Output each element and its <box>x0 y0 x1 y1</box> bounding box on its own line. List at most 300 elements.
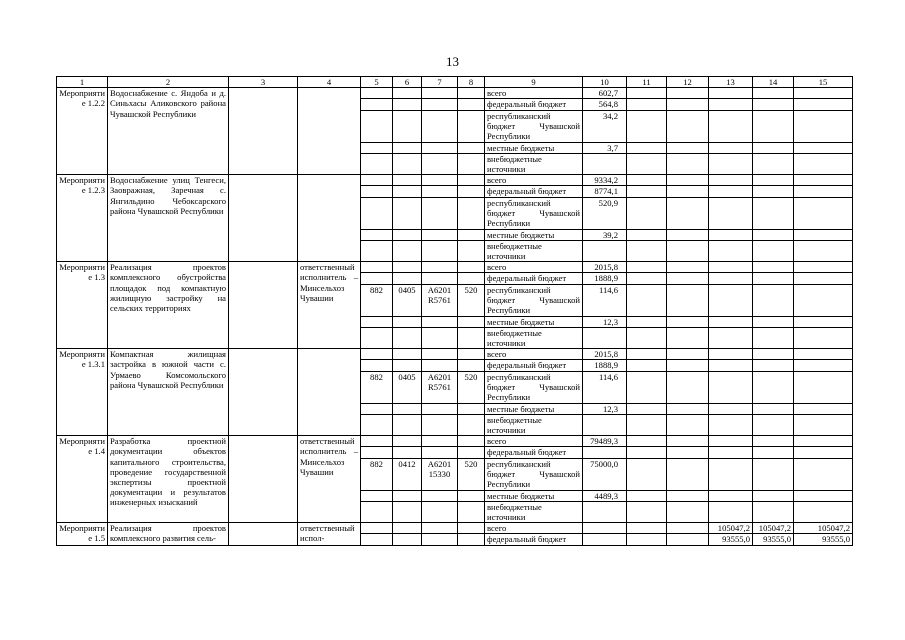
funding-source: республиканский бюджет Чувашской Республики <box>485 284 583 316</box>
budget-code-c8 <box>458 142 485 153</box>
column-number: 11 <box>627 77 667 88</box>
budget-code-c8 <box>458 110 485 142</box>
budget-code-c7 <box>422 197 458 229</box>
budget-code-c8 <box>458 229 485 240</box>
funding-source: федеральный бюджет <box>485 186 583 197</box>
amount-col13 <box>709 229 753 240</box>
budget-code-c5 <box>361 175 393 186</box>
amount-col13 <box>709 316 753 327</box>
budget-code-c8 <box>458 414 485 435</box>
budget-code-c5 <box>361 99 393 110</box>
amount-col13 <box>709 142 753 153</box>
budget-code-c6 <box>393 197 422 229</box>
funding-source: республиканский бюджет Чувашской Республики <box>485 371 583 403</box>
budget-code-c5 <box>361 240 393 261</box>
amount-col12 <box>667 403 709 414</box>
amount-col10: 39,2 <box>583 229 627 240</box>
activity-code: Мероприятие 1.3 <box>57 262 108 349</box>
amount-col15 <box>794 273 853 284</box>
budget-code-c7 <box>422 436 458 447</box>
amount-col13 <box>709 360 753 371</box>
activity-name: Реализация проектов комплексного развития сель- <box>108 523 229 545</box>
cell-col3 <box>229 262 298 349</box>
budget-code-c8: 520 <box>458 458 485 490</box>
amount-col11 <box>627 523 667 534</box>
budget-code-c8 <box>458 349 485 360</box>
budget-code-c8 <box>458 403 485 414</box>
budget-code-c5 <box>361 153 393 174</box>
budget-code-c5 <box>361 186 393 197</box>
amount-col13 <box>709 327 753 348</box>
amount-col10 <box>583 414 627 435</box>
amount-col13: 93555,0 <box>709 534 753 545</box>
amount-col10: 1888,9 <box>583 360 627 371</box>
activity-name: Водоснабжение улиц Тенгеси, Заовражная, Заречная с. Янгильдино Чебоксарского района Чувашской Республики <box>108 175 229 262</box>
budget-code-c8 <box>458 490 485 501</box>
amount-col14 <box>753 99 794 110</box>
amount-col12 <box>667 284 709 316</box>
budget-code-c6: 0405 <box>393 371 422 403</box>
amount-col15 <box>794 327 853 348</box>
budget-code-c5 <box>361 414 393 435</box>
amount-col12 <box>667 360 709 371</box>
amount-col10: 2015,8 <box>583 262 627 273</box>
column-number: 13 <box>709 77 753 88</box>
amount-col11 <box>627 501 667 522</box>
budget-code-c5 <box>361 88 393 99</box>
funding-source: внебюджетные источники <box>485 240 583 261</box>
amount-col14 <box>753 360 794 371</box>
amount-col15 <box>794 360 853 371</box>
table-row <box>57 262 853 273</box>
budget-code-c8 <box>458 327 485 348</box>
amount-col10 <box>583 501 627 522</box>
amount-col10: 114,6 <box>583 284 627 316</box>
amount-col10: 114,6 <box>583 371 627 403</box>
amount-col12 <box>667 490 709 501</box>
amount-col11 <box>627 284 667 316</box>
amount-col12 <box>667 153 709 174</box>
amount-col13 <box>709 273 753 284</box>
budget-code-cell <box>393 534 422 545</box>
amount-col12 <box>667 436 709 447</box>
budget-code-c7 <box>422 229 458 240</box>
table-row <box>57 88 853 99</box>
budget-code-c6 <box>393 447 422 458</box>
amount-col14: 105047,2 <box>753 523 794 534</box>
budget-code-cell <box>422 534 458 545</box>
budget-code-c8 <box>458 262 485 273</box>
amount-col14 <box>753 175 794 186</box>
funding-source: федеральный бюджет <box>485 273 583 284</box>
funding-source: внебюджетные источники <box>485 153 583 174</box>
budget-code-c5 <box>361 436 393 447</box>
amount-col11 <box>627 229 667 240</box>
budget-code-c7 <box>422 403 458 414</box>
table-body <box>57 77 853 546</box>
amount-col13 <box>709 110 753 142</box>
amount-col10 <box>583 523 627 534</box>
budget-code-c8 <box>458 447 485 458</box>
budget-code-c5 <box>361 110 393 142</box>
amount-col11 <box>627 447 667 458</box>
column-number: 9 <box>485 77 583 88</box>
amount-col15: 105047,2 <box>794 523 853 534</box>
amount-col15 <box>794 142 853 153</box>
budget-code-c6: 0405 <box>393 284 422 316</box>
amount-col11 <box>627 458 667 490</box>
amount-col10 <box>583 534 627 545</box>
amount-col13 <box>709 88 753 99</box>
budget-code-c8 <box>458 197 485 229</box>
amount-col15 <box>794 403 853 414</box>
amount-col11 <box>627 403 667 414</box>
budget-code-c7 <box>422 501 458 522</box>
amount-col15 <box>794 262 853 273</box>
budget-code-c7 <box>422 88 458 99</box>
amount-col12 <box>667 414 709 435</box>
amount-col13 <box>709 153 753 174</box>
table-row <box>57 175 853 186</box>
column-number: 8 <box>458 77 485 88</box>
cell-col3 <box>229 88 298 175</box>
amount-col15 <box>794 110 853 142</box>
amount-col15 <box>794 414 853 435</box>
amount-col10: 75000,0 <box>583 458 627 490</box>
funding-source: местные бюджеты <box>485 316 583 327</box>
budget-code-c7 <box>422 175 458 186</box>
amount-col14 <box>753 142 794 153</box>
responsible-executor <box>298 349 361 436</box>
budget-code-c7: A6201 R5761 <box>422 371 458 403</box>
amount-col13 <box>709 403 753 414</box>
amount-col15 <box>794 186 853 197</box>
amount-col12 <box>667 262 709 273</box>
budget-code-c5 <box>361 501 393 522</box>
amount-col10: 8774,1 <box>583 186 627 197</box>
budget-code-c7: A6201 R5761 <box>422 284 458 316</box>
amount-col13 <box>709 458 753 490</box>
amount-col14 <box>753 316 794 327</box>
budget-code-cell <box>422 523 458 534</box>
amount-col14 <box>753 490 794 501</box>
amount-col13 <box>709 284 753 316</box>
budget-code-c8 <box>458 316 485 327</box>
amount-col15 <box>794 436 853 447</box>
budget-code-c6 <box>393 316 422 327</box>
column-number: 12 <box>667 77 709 88</box>
budget-code-c6 <box>393 88 422 99</box>
amount-col12 <box>667 88 709 99</box>
amount-col12 <box>667 458 709 490</box>
budget-code-c6 <box>393 186 422 197</box>
amount-col15 <box>794 197 853 229</box>
amount-col14: 93555,0 <box>753 534 794 545</box>
budget-code-c5 <box>361 316 393 327</box>
amount-col12 <box>667 197 709 229</box>
amount-col13 <box>709 436 753 447</box>
column-number: 6 <box>393 77 422 88</box>
budget-code-c6 <box>393 414 422 435</box>
amount-col11 <box>627 414 667 435</box>
table-row <box>57 436 853 447</box>
amount-col10 <box>583 447 627 458</box>
budget-code-c6 <box>393 349 422 360</box>
amount-col11 <box>627 534 667 545</box>
funding-source: внебюджетные источники <box>485 414 583 435</box>
amount-col14 <box>753 327 794 348</box>
amount-col12 <box>667 534 709 545</box>
amount-col14 <box>753 436 794 447</box>
amount-col10: 602,7 <box>583 88 627 99</box>
funding-source: федеральный бюджет <box>485 534 583 545</box>
amount-col12 <box>667 175 709 186</box>
budget-code-cell <box>361 523 393 534</box>
budget-code-cell <box>361 534 393 545</box>
funding-source: местные бюджеты <box>485 142 583 153</box>
budget-code-c7 <box>422 316 458 327</box>
budget-code-c6 <box>393 99 422 110</box>
amount-col10: 79489,3 <box>583 436 627 447</box>
cell-col3 <box>229 175 298 262</box>
amount-col10 <box>583 153 627 174</box>
amount-col15 <box>794 349 853 360</box>
amount-col15 <box>794 240 853 261</box>
budget-code-c8 <box>458 273 485 284</box>
activity-code: Мероприятие 1.5 <box>57 523 108 545</box>
responsible-executor <box>298 175 361 262</box>
column-number: 10 <box>583 77 627 88</box>
budget-code-c5 <box>361 349 393 360</box>
budget-code-c6 <box>393 436 422 447</box>
budget-code-c6 <box>393 490 422 501</box>
budget-code-c7 <box>422 327 458 348</box>
amount-col10: 2015,8 <box>583 349 627 360</box>
amount-col11 <box>627 327 667 348</box>
budget-code-c5 <box>361 403 393 414</box>
amount-col13 <box>709 490 753 501</box>
amount-col14 <box>753 447 794 458</box>
amount-col12 <box>667 327 709 348</box>
amount-col15 <box>794 490 853 501</box>
funding-source: всего <box>485 523 583 534</box>
table-row <box>57 349 853 360</box>
amount-col11 <box>627 371 667 403</box>
responsible-executor: ответственный исполнитель – Минсельхоз Чувашии <box>298 436 361 523</box>
funding-source: республиканский бюджет Чувашской Республики <box>485 197 583 229</box>
amount-col12 <box>667 99 709 110</box>
amount-col10: 564,8 <box>583 99 627 110</box>
amount-col11 <box>627 262 667 273</box>
amount-col13 <box>709 197 753 229</box>
cell-col3 <box>229 349 298 436</box>
funding-source: всего <box>485 175 583 186</box>
amount-col12 <box>667 240 709 261</box>
activity-name: Разработка проектной документации объектов капитального строительства, проведение государственной экспертизы проектной документации и результатов инженерных изысканий <box>108 436 229 523</box>
amount-col10: 9334,2 <box>583 175 627 186</box>
responsible-executor: ответственный испол- <box>298 523 361 545</box>
page-number: 13 <box>446 54 459 69</box>
column-number-row <box>57 77 853 88</box>
budget-code-c7 <box>422 99 458 110</box>
amount-col12 <box>667 349 709 360</box>
amount-col14 <box>753 501 794 522</box>
budget-code-c8 <box>458 436 485 447</box>
funding-source: всего <box>485 349 583 360</box>
amount-col10 <box>583 240 627 261</box>
funding-source: всего <box>485 436 583 447</box>
amount-col14 <box>753 414 794 435</box>
budget-code-c6 <box>393 327 422 348</box>
budget-code-c7 <box>422 262 458 273</box>
amount-col11 <box>627 240 667 261</box>
amount-col12 <box>667 371 709 403</box>
amount-col15 <box>794 229 853 240</box>
amount-col13 <box>709 371 753 403</box>
budget-code-c6 <box>393 175 422 186</box>
funding-source: федеральный бюджет <box>485 99 583 110</box>
budget-code-cell <box>458 534 485 545</box>
amount-col12 <box>667 142 709 153</box>
column-number: 2 <box>108 77 229 88</box>
amount-col11 <box>627 360 667 371</box>
budget-code-c8: 520 <box>458 371 485 403</box>
amount-col12 <box>667 316 709 327</box>
amount-col14 <box>753 403 794 414</box>
budget-code-c8: 520 <box>458 284 485 316</box>
amount-col15: 93555,0 <box>794 534 853 545</box>
budget-code-c6 <box>393 403 422 414</box>
amount-col13: 105047,2 <box>709 523 753 534</box>
amount-col14 <box>753 262 794 273</box>
funding-source: федеральный бюджет <box>485 447 583 458</box>
budget-code-c5: 882 <box>361 371 393 403</box>
budget-code-c7 <box>422 153 458 174</box>
amount-col11 <box>627 273 667 284</box>
budget-code-c5 <box>361 360 393 371</box>
budget-code-c5 <box>361 327 393 348</box>
column-number: 14 <box>753 77 794 88</box>
amount-col15 <box>794 153 853 174</box>
column-number: 3 <box>229 77 298 88</box>
budget-code-c7 <box>422 414 458 435</box>
budget-code-c7 <box>422 142 458 153</box>
budget-code-c7: A6201 15330 <box>422 458 458 490</box>
amount-col11 <box>627 99 667 110</box>
funding-source: республиканский бюджет Чувашской Республики <box>485 458 583 490</box>
budget-code-c7 <box>422 360 458 371</box>
activity-code: Мероприятие 1.4 <box>57 436 108 523</box>
amount-col13 <box>709 501 753 522</box>
budget-code-c5 <box>361 447 393 458</box>
budget-code-c8 <box>458 99 485 110</box>
amount-col14 <box>753 110 794 142</box>
amount-col14 <box>753 153 794 174</box>
funding-source: местные бюджеты <box>485 403 583 414</box>
budget-code-c6 <box>393 110 422 142</box>
cell-col3 <box>229 436 298 523</box>
activity-code: Мероприятие 1.3.1 <box>57 349 108 436</box>
activity-name: Водоснабжение с. Яндоба и д. Синьхасы Аликовского района Чувашской Республики <box>108 88 229 175</box>
amount-col11 <box>627 175 667 186</box>
amount-col11 <box>627 186 667 197</box>
budget-code-c6 <box>393 360 422 371</box>
budget-code-c7 <box>422 447 458 458</box>
amount-col14 <box>753 273 794 284</box>
amount-col11 <box>627 142 667 153</box>
budget-code-c7 <box>422 110 458 142</box>
budget-code-c8 <box>458 153 485 174</box>
budget-code-c6 <box>393 501 422 522</box>
amount-col14 <box>753 371 794 403</box>
budget-code-c7 <box>422 186 458 197</box>
column-number: 1 <box>57 77 108 88</box>
budget-code-c5 <box>361 229 393 240</box>
amount-col15 <box>794 284 853 316</box>
budget-code-c5: 882 <box>361 284 393 316</box>
column-number: 7 <box>422 77 458 88</box>
amount-col10: 34,2 <box>583 110 627 142</box>
funding-source: местные бюджеты <box>485 229 583 240</box>
amount-col12 <box>667 447 709 458</box>
amount-col10: 12,3 <box>583 403 627 414</box>
budget-code-c8 <box>458 501 485 522</box>
amount-col15 <box>794 88 853 99</box>
amount-col14 <box>753 88 794 99</box>
amount-col15 <box>794 447 853 458</box>
budget-code-c8 <box>458 240 485 261</box>
budget-code-c7 <box>422 349 458 360</box>
amount-col11 <box>627 88 667 99</box>
amount-col12 <box>667 273 709 284</box>
amount-col12 <box>667 110 709 142</box>
budget-code-c8 <box>458 175 485 186</box>
funding-source: внебюджетные источники <box>485 327 583 348</box>
amount-col10: 12,3 <box>583 316 627 327</box>
budget-code-c5 <box>361 197 393 229</box>
budget-code-c5 <box>361 490 393 501</box>
amount-col15 <box>794 458 853 490</box>
amount-col14 <box>753 349 794 360</box>
amount-col11 <box>627 316 667 327</box>
budget-code-c6 <box>393 142 422 153</box>
budget-code-c8 <box>458 88 485 99</box>
budget-code-c6 <box>393 273 422 284</box>
cell-col3 <box>229 523 298 545</box>
amount-col11 <box>627 349 667 360</box>
amount-col11 <box>627 153 667 174</box>
amount-col14 <box>753 284 794 316</box>
amount-col11 <box>627 197 667 229</box>
amount-col12 <box>667 501 709 522</box>
budget-code-c5 <box>361 273 393 284</box>
activity-code: Мероприятие 1.2.2 <box>57 88 108 175</box>
budget-code-c7 <box>422 490 458 501</box>
amount-col15 <box>794 99 853 110</box>
budget-code-c5 <box>361 142 393 153</box>
activity-name: Реализация проектов комплексного обустройства площадок под компактную жилищную застройку на сельских территориях <box>108 262 229 349</box>
table-row <box>57 523 853 534</box>
activity-code: Мероприятие 1.2.3 <box>57 175 108 262</box>
amount-col10 <box>583 327 627 348</box>
funding-source: внебюджетные источники <box>485 501 583 522</box>
amount-col14 <box>753 197 794 229</box>
budget-code-c6 <box>393 153 422 174</box>
budget-code-c5 <box>361 262 393 273</box>
amount-col13 <box>709 175 753 186</box>
amount-col13 <box>709 262 753 273</box>
amount-col13 <box>709 349 753 360</box>
